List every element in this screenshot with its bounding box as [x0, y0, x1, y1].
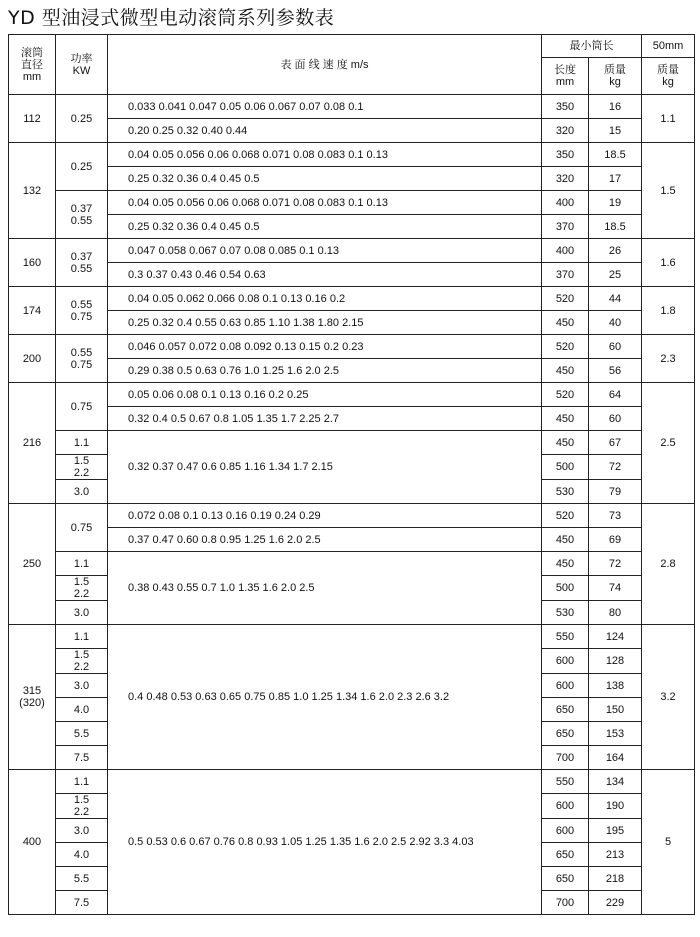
power-cell: 0.25 [56, 143, 108, 191]
mass-cell: 60 [589, 335, 642, 359]
power-cell: 0.75 [56, 383, 108, 431]
length-cell: 520 [542, 287, 589, 311]
table-row [9, 191, 695, 215]
header-power: 功率 KW [56, 35, 108, 95]
mass-cell: 19 [589, 191, 642, 215]
speed-cell: 0.04 0.05 0.056 0.06 0.068 0.071 0.08 0.083 0.1 0.13 [108, 143, 542, 167]
power-cell: 7.5 [56, 891, 108, 915]
power-cell: 3.0 [56, 674, 108, 698]
mass-cell: 26 [589, 239, 642, 263]
length-cell: 320 [542, 119, 589, 143]
mass-cell: 218 [589, 867, 642, 891]
speed-cell: 0.04 0.05 0.056 0.06 0.068 0.071 0.08 0.083 0.1 0.13 [108, 191, 542, 215]
speed-cell: 0.4 0.48 0.53 0.63 0.65 0.75 0.85 1.0 1.25 1.34 1.6 2.0 2.3 2.6 3.2 [108, 625, 542, 770]
per50-mass-cell: 1.5 [642, 143, 695, 239]
power-cell: 5.5 [56, 867, 108, 891]
length-cell: 600 [542, 674, 589, 698]
speed-cell: 0.29 0.38 0.5 0.63 0.76 1.0 1.25 1.6 2.0 2.5 [108, 359, 542, 383]
table-row [9, 552, 695, 576]
mass-cell: 67 [589, 431, 642, 455]
mass-cell: 15 [589, 119, 642, 143]
mass-cell: 18.5 [589, 215, 642, 239]
mass-cell: 18.5 [589, 143, 642, 167]
diameter-cell: 400 [9, 770, 56, 915]
speed-cell: 0.5 0.53 0.6 0.67 0.76 0.8 0.93 1.05 1.25 1.35 1.6 2.0 2.5 2.92 3.3 4.03 [108, 770, 542, 915]
power-cell: 1.1 [56, 625, 108, 649]
power-cell: 1.5 2.2 [56, 455, 108, 480]
length-cell: 550 [542, 625, 589, 649]
header-length: 长度 mm [542, 58, 589, 95]
power-cell: 4.0 [56, 698, 108, 722]
length-cell: 450 [542, 528, 589, 552]
length-cell: 450 [542, 407, 589, 431]
power-cell: 1.5 2.2 [56, 576, 108, 601]
table-row [9, 335, 695, 359]
power-cell: 0.37 0.55 [56, 239, 108, 287]
speed-cell: 0.25 0.32 0.36 0.4 0.45 0.5 [108, 215, 542, 239]
table-row [9, 383, 695, 407]
length-cell: 550 [542, 770, 589, 794]
header-per50: 50mm [642, 35, 695, 58]
table-row [9, 263, 695, 287]
table-row [9, 287, 695, 311]
parameter-table [8, 34, 695, 915]
power-cell: 0.55 0.75 [56, 287, 108, 335]
diameter-cell: 200 [9, 335, 56, 383]
speed-cell: 0.38 0.43 0.55 0.7 1.0 1.35 1.6 2.0 2.5 [108, 552, 542, 625]
length-cell: 520 [542, 504, 589, 528]
length-cell: 370 [542, 215, 589, 239]
diameter-cell: 174 [9, 287, 56, 335]
power-cell: 3.0 [56, 601, 108, 625]
length-cell: 650 [542, 698, 589, 722]
mass-cell: 72 [589, 455, 642, 480]
diameter-cell: 250 [9, 504, 56, 625]
mass-cell: 190 [589, 794, 642, 819]
mass-cell: 60 [589, 407, 642, 431]
length-cell: 700 [542, 891, 589, 915]
length-cell: 450 [542, 431, 589, 455]
power-cell: 0.55 0.75 [56, 335, 108, 383]
mass-cell: 213 [589, 843, 642, 867]
length-cell: 600 [542, 794, 589, 819]
per50-mass-cell: 1.8 [642, 287, 695, 335]
mass-cell: 150 [589, 698, 642, 722]
mass-cell: 195 [589, 819, 642, 843]
header-per50-mass: 质量 kg [642, 58, 695, 95]
speed-cell: 0.05 0.06 0.08 0.1 0.13 0.16 0.2 0.25 [108, 383, 542, 407]
diameter-cell: 216 [9, 383, 56, 504]
power-cell: 1.1 [56, 552, 108, 576]
speed-cell: 0.033 0.041 0.047 0.05 0.06 0.067 0.07 0.08 0.1 [108, 95, 542, 119]
table-row [9, 528, 695, 552]
power-cell: 1.1 [56, 431, 108, 455]
table-row [9, 215, 695, 239]
mass-cell: 16 [589, 95, 642, 119]
header-diameter: 滚筒 直径 mm [9, 35, 56, 95]
mass-cell: 153 [589, 722, 642, 746]
mass-cell: 69 [589, 528, 642, 552]
table-row [9, 143, 695, 167]
diameter-cell: 160 [9, 239, 56, 287]
table-row [9, 770, 695, 794]
mass-cell: 17 [589, 167, 642, 191]
speed-cell: 0.32 0.37 0.47 0.6 0.85 1.16 1.34 1.7 2.15 [108, 431, 542, 504]
length-cell: 400 [542, 191, 589, 215]
length-cell: 650 [542, 867, 589, 891]
diameter-cell: 112 [9, 95, 56, 143]
mass-cell: 40 [589, 311, 642, 335]
mass-cell: 80 [589, 601, 642, 625]
power-cell: 0.75 [56, 504, 108, 552]
per50-mass-cell: 2.3 [642, 335, 695, 383]
length-cell: 400 [542, 239, 589, 263]
length-cell: 600 [542, 819, 589, 843]
length-cell: 450 [542, 552, 589, 576]
length-cell: 370 [542, 263, 589, 287]
length-cell: 320 [542, 167, 589, 191]
power-cell: 4.0 [56, 843, 108, 867]
length-cell: 530 [542, 601, 589, 625]
length-cell: 350 [542, 95, 589, 119]
length-cell: 530 [542, 480, 589, 504]
table-row [9, 431, 695, 455]
length-cell: 600 [542, 649, 589, 674]
power-cell: 3.0 [56, 480, 108, 504]
table-row [9, 407, 695, 431]
speed-cell: 0.046 0.057 0.072 0.08 0.092 0.13 0.15 0.2 0.23 [108, 335, 542, 359]
table-row [9, 167, 695, 191]
speed-cell: 0.20 0.25 0.32 0.40 0.44 [108, 119, 542, 143]
speed-cell: 0.25 0.32 0.4 0.55 0.63 0.85 1.10 1.38 1.80 2.15 [108, 311, 542, 335]
length-cell: 350 [542, 143, 589, 167]
header-speed: 表 面 线 速 度 m/s [108, 35, 542, 95]
mass-cell: 79 [589, 480, 642, 504]
length-cell: 450 [542, 311, 589, 335]
mass-cell: 25 [589, 263, 642, 287]
table-row [9, 359, 695, 383]
length-cell: 700 [542, 746, 589, 770]
length-cell: 520 [542, 383, 589, 407]
per50-mass-cell: 1.1 [642, 95, 695, 143]
table-row [9, 311, 695, 335]
power-cell: 5.5 [56, 722, 108, 746]
speed-cell: 0.32 0.4 0.5 0.67 0.8 1.05 1.35 1.7 2.25 2.7 [108, 407, 542, 431]
power-cell: 1.1 [56, 770, 108, 794]
mass-cell: 138 [589, 674, 642, 698]
table-row [9, 504, 695, 528]
table-row [9, 239, 695, 263]
speed-cell: 0.047 0.058 0.067 0.07 0.08 0.085 0.1 0.13 [108, 239, 542, 263]
diameter-cell: 315 (320) [9, 625, 56, 770]
speed-cell: 0.072 0.08 0.1 0.13 0.16 0.19 0.24 0.29 [108, 504, 542, 528]
power-cell: 0.37 0.55 [56, 191, 108, 239]
power-cell: 1.5 2.2 [56, 794, 108, 819]
table-row [9, 95, 695, 119]
power-cell: 3.0 [56, 819, 108, 843]
mass-cell: 124 [589, 625, 642, 649]
length-cell: 650 [542, 722, 589, 746]
mass-cell: 74 [589, 576, 642, 601]
header-mass: 质量 kg [589, 58, 642, 95]
per50-mass-cell: 2.8 [642, 504, 695, 625]
length-cell: 500 [542, 455, 589, 480]
mass-cell: 134 [589, 770, 642, 794]
length-cell: 520 [542, 335, 589, 359]
mass-cell: 56 [589, 359, 642, 383]
speed-cell: 0.25 0.32 0.36 0.4 0.45 0.5 [108, 167, 542, 191]
mass-cell: 73 [589, 504, 642, 528]
per50-mass-cell: 5 [642, 770, 695, 915]
length-cell: 650 [542, 843, 589, 867]
per50-mass-cell: 2.5 [642, 383, 695, 504]
length-cell: 500 [542, 576, 589, 601]
speed-cell: 0.04 0.05 0.062 0.066 0.08 0.1 0.13 0.16 0.2 [108, 287, 542, 311]
mass-cell: 64 [589, 383, 642, 407]
power-cell: 0.25 [56, 95, 108, 143]
table-row [9, 625, 695, 649]
length-cell: 450 [542, 359, 589, 383]
mass-cell: 44 [589, 287, 642, 311]
mass-cell: 72 [589, 552, 642, 576]
power-cell: 7.5 [56, 746, 108, 770]
diameter-cell: 132 [9, 143, 56, 239]
speed-cell: 0.3 0.37 0.43 0.46 0.54 0.63 [108, 263, 542, 287]
per50-mass-cell: 3.2 [642, 625, 695, 770]
page-title: YD 型油浸式微型电动滚筒系列参数表 [8, 7, 335, 29]
per50-mass-cell: 1.6 [642, 239, 695, 287]
table-row [9, 119, 695, 143]
speed-cell: 0.37 0.47 0.60 0.8 0.95 1.25 1.6 2.0 2.5 [108, 528, 542, 552]
mass-cell: 229 [589, 891, 642, 915]
mass-cell: 164 [589, 746, 642, 770]
mass-cell: 128 [589, 649, 642, 674]
power-cell: 1.5 2.2 [56, 649, 108, 674]
header-min-length: 最小筒长 [542, 35, 642, 58]
